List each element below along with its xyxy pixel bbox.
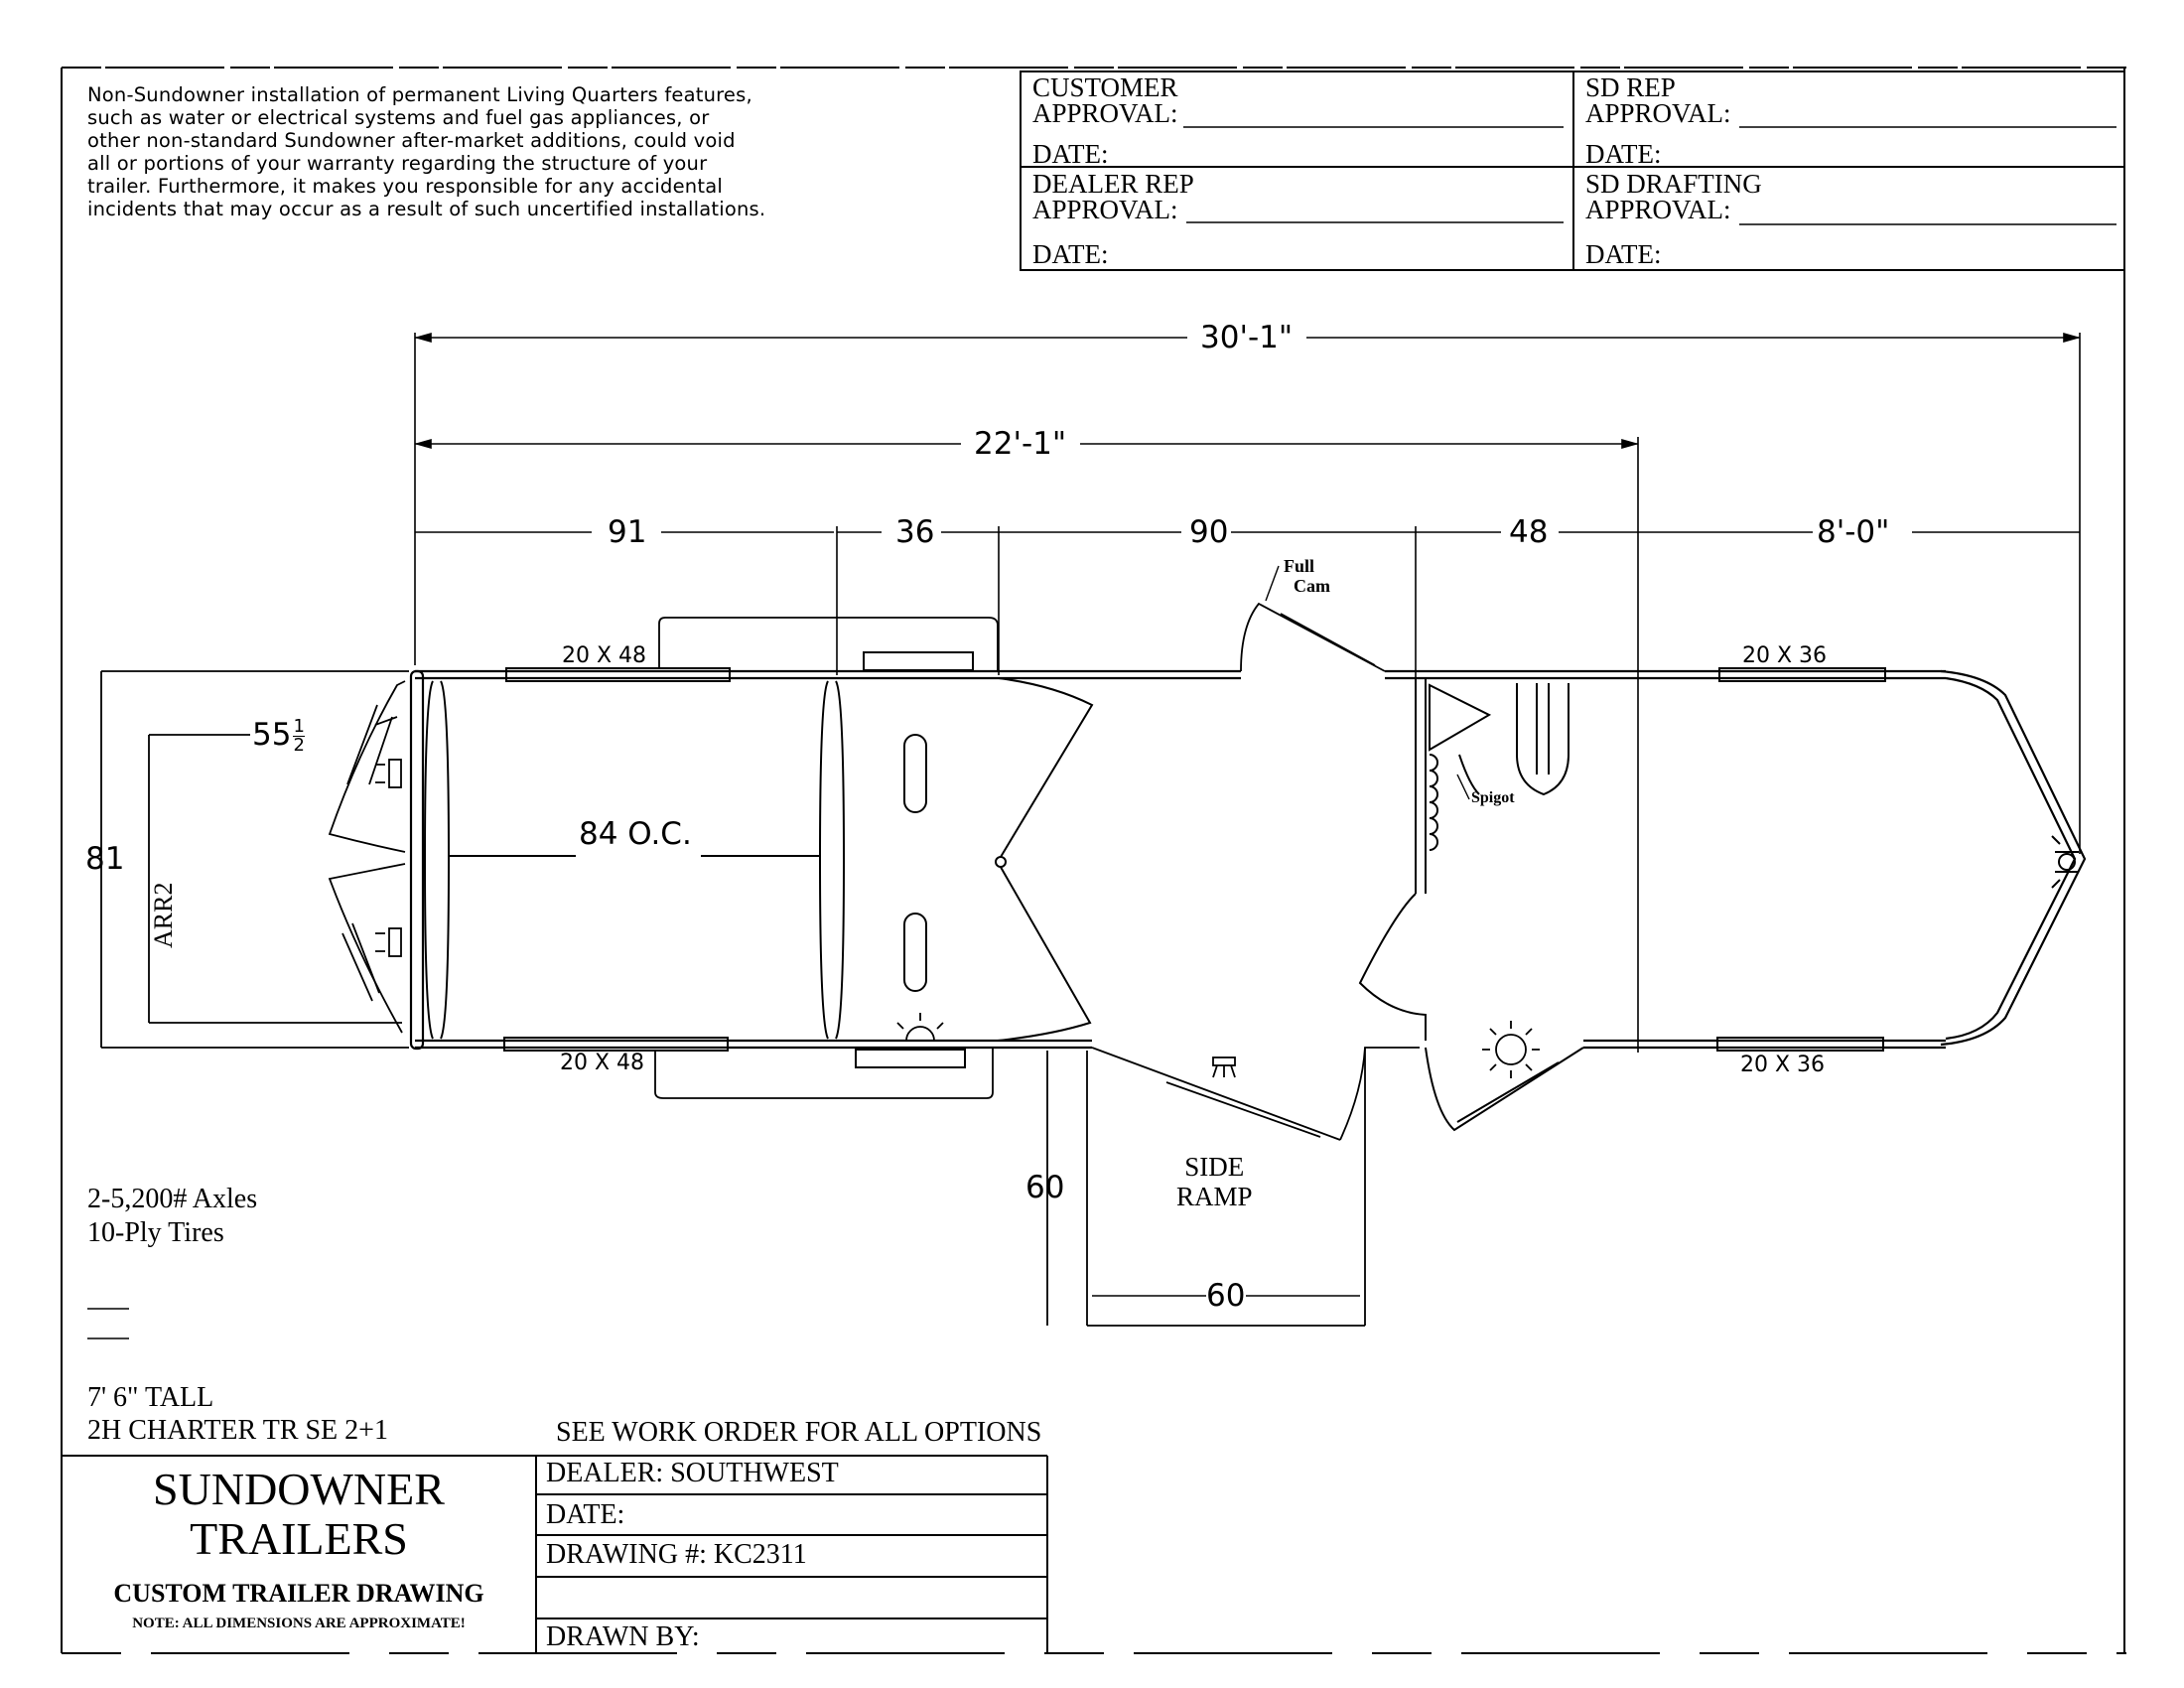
window-label-top-left: 20 X 48 [562,643,647,668]
side-ramp-label [1176,1152,1253,1211]
model-spec: 2H CHARTER TR SE 2+1 [87,1415,388,1446]
dealer-rep-title: DEALER REP [1032,169,1194,199]
windows [504,652,1885,1067]
sd-drafting-title: SD DRAFTING [1585,169,1762,199]
full-cam-label [1284,556,1330,596]
sd-drafting-approval-label: APPROVAL: [1585,195,1731,224]
disclaimer-line: such as water or electrical systems and fuel gas appliances, or [87,106,710,129]
stall-dividers [425,681,844,1039]
sd-rep-date-label: DATE: [1585,139,1662,169]
customer-date-label: DATE: [1032,139,1109,169]
full-cam-line-1: Full [1284,556,1315,576]
blank-spec-1 [87,1285,100,1308]
window-label-top-right: 20 X 36 [1742,643,1828,668]
window-label-bottom-right: 20 X 36 [1740,1053,1826,1077]
disclaimer-line: trailer. Furthermore, it makes you responsible for any accidental [87,175,723,198]
axles-spec: 2-5,200# Axles [87,1184,258,1214]
date-field: DATE: [546,1499,625,1530]
dimensions-note: NOTE: ALL DIMENSIONS ARE APPROXIMATE! [132,1616,466,1631]
tires-spec: 10-Ply Tires [87,1217,224,1248]
fraction-denominator: 2 [293,735,305,756]
dimension-90: 90 [1189,514,1229,550]
disclaimer-line: other non-standard Sundowner after-market additions, could void [87,129,736,152]
disclaimer-line: incidents that may occur as a result of such uncertified installations. [87,198,766,220]
window-label-bottom-left: 20 X 48 [560,1051,645,1075]
drawing-number-field: DRAWING #: KC2311 [546,1539,807,1570]
ramp-width-dimension: 60 [1206,1278,1246,1314]
ramp-depth-dimension: 60 [1025,1170,1065,1205]
dimension-lines [415,333,2080,1053]
customer-approval-label: APPROVAL: [1032,98,1178,128]
dimension-48: 48 [1509,514,1549,550]
dealer-rep-approval-label: APPROVAL: [1032,195,1178,224]
side-ramp-area [1047,604,1420,1326]
center-dimension: 84 O.C. [579,816,692,852]
disclaimer-line: Non-Sundowner installation of permanent Living Quarters features, [87,83,752,106]
trailer-walls [411,671,2085,1049]
light-fixtures [890,1013,1540,1078]
rear-clearance-dimension [252,717,305,755]
fullcam-leader [1266,566,1279,601]
customer-title: CUSTOMER [1032,72,1178,102]
height-spec: 7' 6" TALL [87,1382,214,1413]
sd-drafting-date-label: DATE: [1585,239,1662,269]
drawn-by-field: DRAWN BY: [546,1621,700,1652]
rear-clearance-whole: 55 [252,717,292,753]
rear-doors [330,681,405,1033]
brand-line-2: TRAILERS [190,1513,408,1564]
blank-spec-2 [87,1315,100,1337]
dealer-rep-date-label: DATE: [1032,239,1109,269]
side-ramp-line-2: RAMP [1176,1182,1253,1211]
fraction-numerator: 1 [293,716,305,737]
dressing-room [1360,678,1583,1130]
dimension-91: 91 [608,514,647,550]
disclaimer-line: all or portions of your warranty regarding the structure of your [87,152,708,175]
dimension-36: 36 [895,514,935,550]
sd-rep-approval-label: APPROVAL: [1585,98,1731,128]
head-walls [904,678,1092,1041]
dimension-8ft: 8'-0" [1817,514,1890,550]
side-ramp-line-1: SIDE [1184,1152,1245,1182]
spigot-label: Spigot [1471,789,1515,806]
brand-line-1: SUNDOWNER [153,1464,445,1514]
overall-length-dimension: 30'-1" [1196,320,1297,355]
spigot-leader [1457,774,1469,799]
dealer-field: DEALER: SOUTHWEST [546,1458,839,1488]
front-section-dimension: 22'-1" [970,426,1070,462]
options-note: SEE WORK ORDER FOR ALL OPTIONS [556,1417,1042,1448]
width-dimension: 81 [85,841,125,877]
sd-rep-title: SD REP [1585,72,1676,102]
full-cam-line-2: Cam [1294,576,1330,596]
brand-name [62,1465,536,1564]
rear-clearance-fraction [293,718,304,755]
arr-label: ARR2 [149,882,178,948]
drawing-subtitle: CUSTOM TRAILER DRAWING [113,1579,484,1608]
